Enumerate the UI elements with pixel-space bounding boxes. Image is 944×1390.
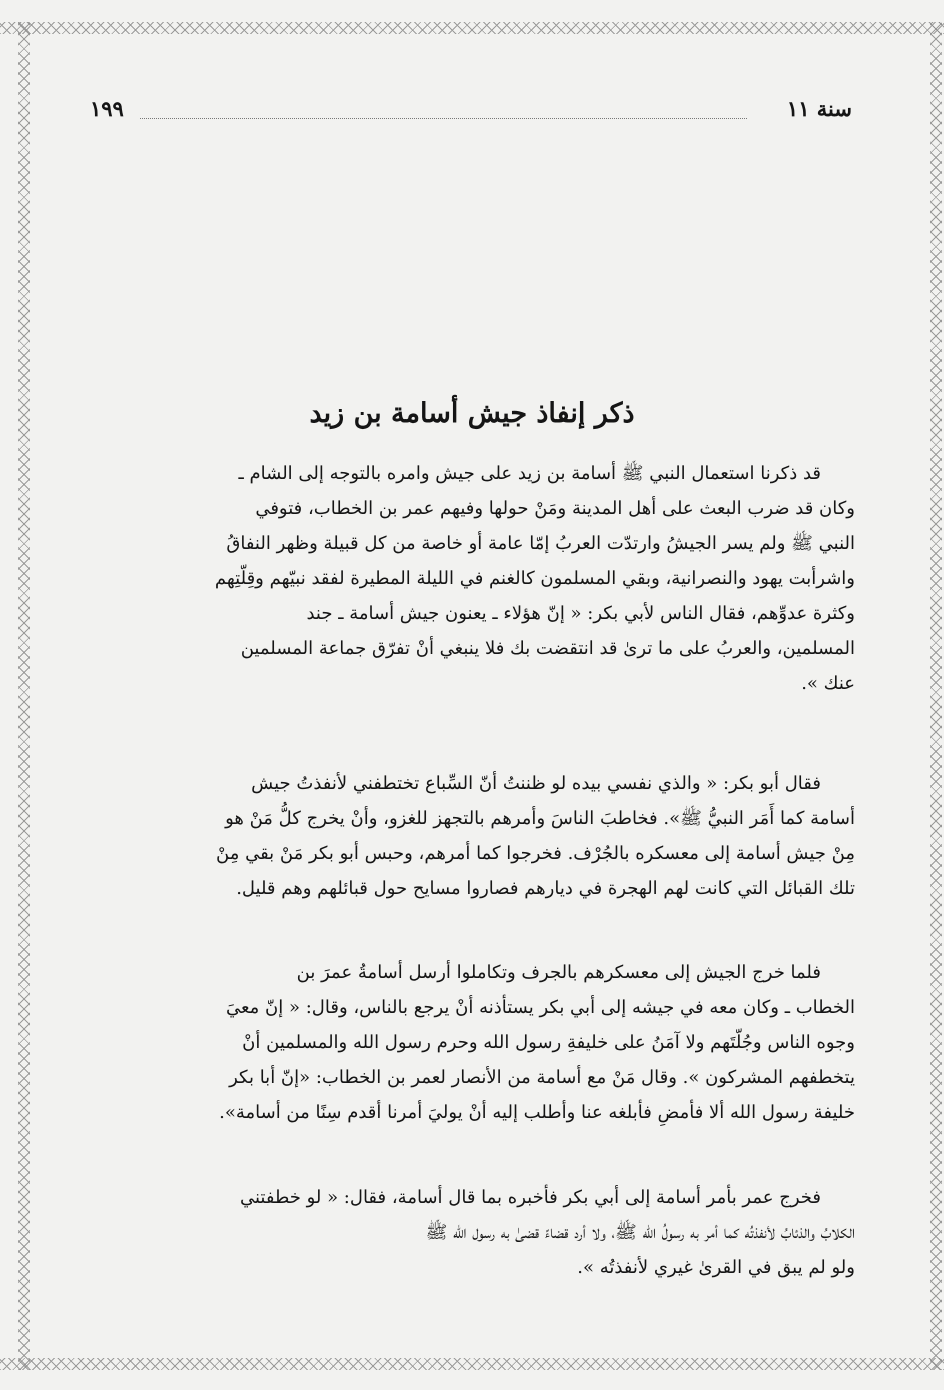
text-line: تلك القبائل التي كانت لهم الهجرة في ديارهم فصاروا مسايح حول قبائلهم وهم قليل.	[236, 878, 855, 899]
text-line: فخرج عمر بأمر أسامة إلى أبي بكر فأخبره بما قال أسامة، فقال: « لو خطفتني	[239, 1187, 821, 1208]
text-line: يتخطفهم المشركون ». وقال مَنْ مع أسامة من الأنصار لعمر بن الخطاب: «إنّ أبا بكر	[229, 1067, 855, 1088]
text-line: ولو لم يبق في القرىٰ غيري لأنفذتُه ».	[577, 1257, 855, 1278]
text-line: قد ذكرنا استعمال النبي ﷺ أسامة بن زيد على جيش وامره بالتوجه إلى الشام ـ	[238, 463, 821, 484]
text-line: الكلابُ والذئابُ لأنفذتُه كما أمر به رسولُ الله ﷺ، ولا أرد قضاءً قضىٰ به رسول الله ﷺ	[425, 1222, 855, 1243]
text-line: أسامة كما أَمَر النبيُّ ﷺ». فخاطبَ الناسَ وأمرهم بالتجهز للغزو، وأنْ يخرج كلُّ مَنْ هو	[225, 808, 855, 829]
paragraph-4	[95, 1180, 855, 1285]
text-line: مِنْ جيش أسامة إلى معسكره بالجُرْف. فخرجوا كما أمرهم، وحبس أبو بكر مَنْ بقي مِنْ	[216, 843, 855, 864]
page-number: ١٩٩	[90, 96, 124, 121]
text-line: وجوه الناس وجُلّتَهم ولا آمَنُ على خليفةِ رسول الله وحرم رسول الله والمسلمين أنْ	[242, 1032, 855, 1053]
paragraph-2	[95, 766, 855, 906]
paragraph-1	[95, 456, 855, 701]
text-line: واشرأبت يهود والنصرانية، وبقي المسلمون كالغنم في الليلة المطيرة لفقد نبيّهم وقِلّتِهم	[214, 568, 855, 589]
text-line: فقال أبو بكر: « والذي نفسي بيده لو ظننتُ أنّ السِّباع تختطفني لأنفذتُ جيش	[251, 773, 821, 794]
text-line: النبي ﷺ ولم يسر الجيشُ وارتدّت العربُ إمّا عامة أو خاصة من كل قبيلة وظهر النفاقُ	[226, 533, 855, 554]
header-leader-dots	[140, 118, 747, 119]
page-header	[90, 96, 852, 128]
paragraph-3	[95, 955, 855, 1130]
text-line: وكان قد ضرب البعث على أهل المدينة ومَنْ حولها وفيهم عمر بن الخطاب، فتوفي	[255, 498, 855, 519]
text-line: عنك ».	[801, 673, 855, 694]
text-line: الخطاب ـ وكان معه في جيشه إلى أبي بكر يستأذنه أنْ يرجع بالناس، وقال: « إنّ معيَ	[225, 997, 855, 1018]
text-line: وكثرة عدوِّهم، فقال الناس لأبي بكر: « إنّ هؤلاء ـ يعنون جيش أسامة ـ جند	[306, 603, 855, 624]
ornamental-border-top	[0, 22, 944, 34]
text-line: خليفة رسول الله ألا فأمضِ فأبلغه عنا وأطلب إليه أنْ يوليَ أمرنا أقدم سِنًا من أسامة».	[219, 1102, 855, 1123]
running-title: سنة ١١	[786, 96, 852, 121]
text-line: المسلمين، والعربُ على ما ترىٰ قد انتقضت بك فلا ينبغي أنْ تفرّق جماعة المسلمين	[240, 638, 855, 659]
ornamental-border-bottom	[0, 1358, 944, 1370]
text-line: فلما خرج الجيش إلى معسكرهم بالجرف وتكاملوا أرسل أسامةُ عمرَ بن	[296, 962, 821, 983]
ornamental-border-left	[18, 22, 30, 1370]
chapter-title: ذكر إنفاذ جيش أسامة بن زيد	[309, 398, 635, 429]
ornamental-border-right	[930, 22, 942, 1370]
